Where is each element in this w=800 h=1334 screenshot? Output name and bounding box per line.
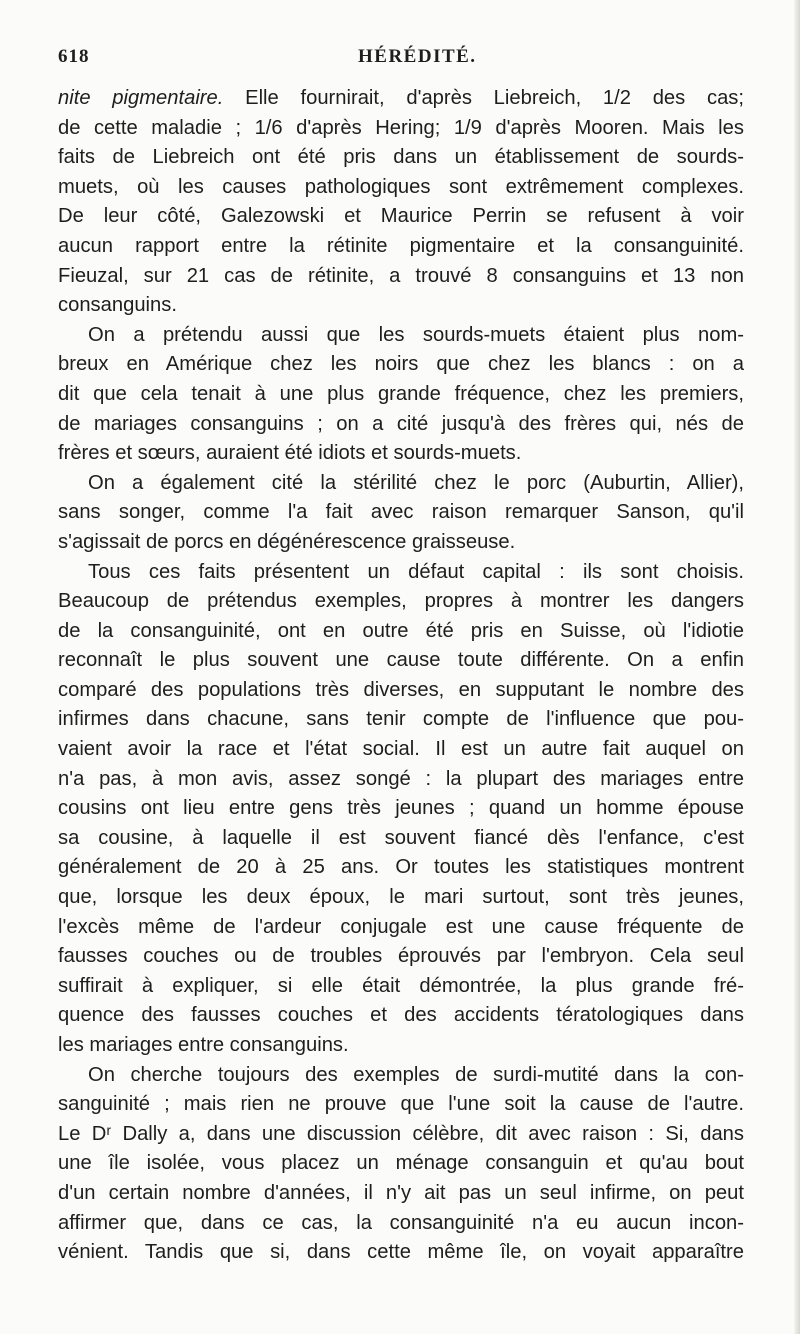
text-line: de la consanguinité, ont en outre été pris en Suisse, où l'idiotie [58,619,744,642]
text-line: généralement de 20 à 25 ans. Or toutes les statistiques montrent [58,856,744,879]
text-line: Le Dʳ Dally a, dans une discussion célèbre, dit avec raison : Si, dans [58,1122,744,1145]
text-line: sans songer, comme l'a fait avec raison remarquer Sanson, qu'il [58,501,744,524]
text-line: frères et sœurs, auraient été idiots et sourds-muets. [58,442,522,465]
text-line: muets, où les causes pathologiques sont extrêmement complexes. [58,175,744,198]
text-line: d'un certain nombre d'années, il n'y ait pas un seul infirme, on peut [58,1181,744,1204]
body-text [58,84,744,1268]
text-line: Fieuzal, sur 21 cas de rétinite, a trouvé 8 consanguins et 13 non [58,264,744,287]
text-line: sanguinité ; mais rien ne prouve que l'une soit la cause de l'autre. [58,1093,744,1116]
text-line: comparé des populations très diverses, en supputant le nombre des [58,678,744,701]
text-line: s'agissait de porcs en dégénérescence graisseuse. [58,530,516,553]
paragraph-4 [58,558,744,1061]
text-line: On a prétendu aussi que les sourds-muets étaient plus nom- [88,323,744,346]
running-title: HÉRÉDITÉ. [358,46,477,67]
paragraph-3 [58,469,744,558]
text-line: Tous ces faits présentent un défaut capital : ils sont choisis. [88,560,744,583]
text-line: consanguins. [58,294,177,317]
text-line: nite pigmentaire. Elle fournirait, d'après Liebreich, 1/2 des cas; [58,87,745,109]
text-line: fausses couches ou de troubles éprouvés par l'embryon. Cela seul [58,945,744,968]
text-line: de mariages consanguins ; on a cité jusqu'à des frères qui, nés de [58,412,744,435]
page-header [58,46,748,76]
text-line: les mariages entre consanguins. [58,1034,349,1056]
text-line: dit que cela tenait à une plus grande fréquence, chez les premiers, [58,382,744,405]
text-line: vénient. Tandis que si, dans cette même île, on voyait apparaître [58,1241,744,1264]
text-line: que, lorsque les deux époux, le mari surtout, sont très jeunes, [58,886,744,909]
text-line: quence des fausses couches et des accidents tératologiques dans [58,1004,744,1027]
page-edge [794,0,800,1334]
page-number: 618 [58,46,90,67]
text-line: vaient avoir la race et l'état social. Il est un autre fait auquel on [58,738,744,761]
text-line: suffirait à expliquer, si elle était démontrée, la plus grande fré- [58,974,744,997]
text-line: breux en Amérique chez les noirs que chez les blancs : on a [58,353,744,376]
text-line: de cette maladie ; 1/6 d'après Hering; 1/9 d'après Mooren. Mais les [58,116,744,139]
text-line: Beaucoup de prétendus exemples, propres à montrer les dangers [58,590,744,613]
text-line: On a également cité la stérilité chez le porc (Auburtin, Allier), [88,471,744,494]
text-line: affirmer que, dans ce cas, la consanguinité n'a eu aucun incon- [58,1211,744,1234]
text-line: aucun rapport entre la rétinite pigmentaire et la consanguinité. [58,234,744,257]
text-line: On cherche toujours des exemples de surdi-mutité dans la con- [88,1063,744,1086]
text-line: n'a pas, à mon avis, assez songé : la plupart des mariages entre [58,767,744,790]
italic-term: nite pigmentaire. [58,87,224,109]
text-line: l'excès même de l'ardeur conjugale est une cause fréquente de [58,915,744,938]
text-line: faits de Liebreich ont été pris dans un établissement de sourds- [58,146,744,169]
text-line: infirmes dans chacune, sans tenir compte de l'influence que pou- [58,708,744,731]
text-line: une île isolée, vous placez un ménage consanguin et qu'au bout [58,1152,744,1175]
text-line: De leur côté, Galezowski et Maurice Perrin se refusent à voir [58,205,744,228]
paragraph-5 [58,1061,744,1268]
text-line: reconnaît le plus souvent une cause toute différente. On a enfin [58,649,744,672]
text-line: sa cousine, à laquelle il est souvent fiancé dès l'enfance, c'est [58,826,744,849]
text-line: cousins ont lieu entre gens très jeunes ; quand un homme épouse [58,797,744,820]
paragraph-2 [58,321,744,469]
paragraph-1 [58,84,744,321]
